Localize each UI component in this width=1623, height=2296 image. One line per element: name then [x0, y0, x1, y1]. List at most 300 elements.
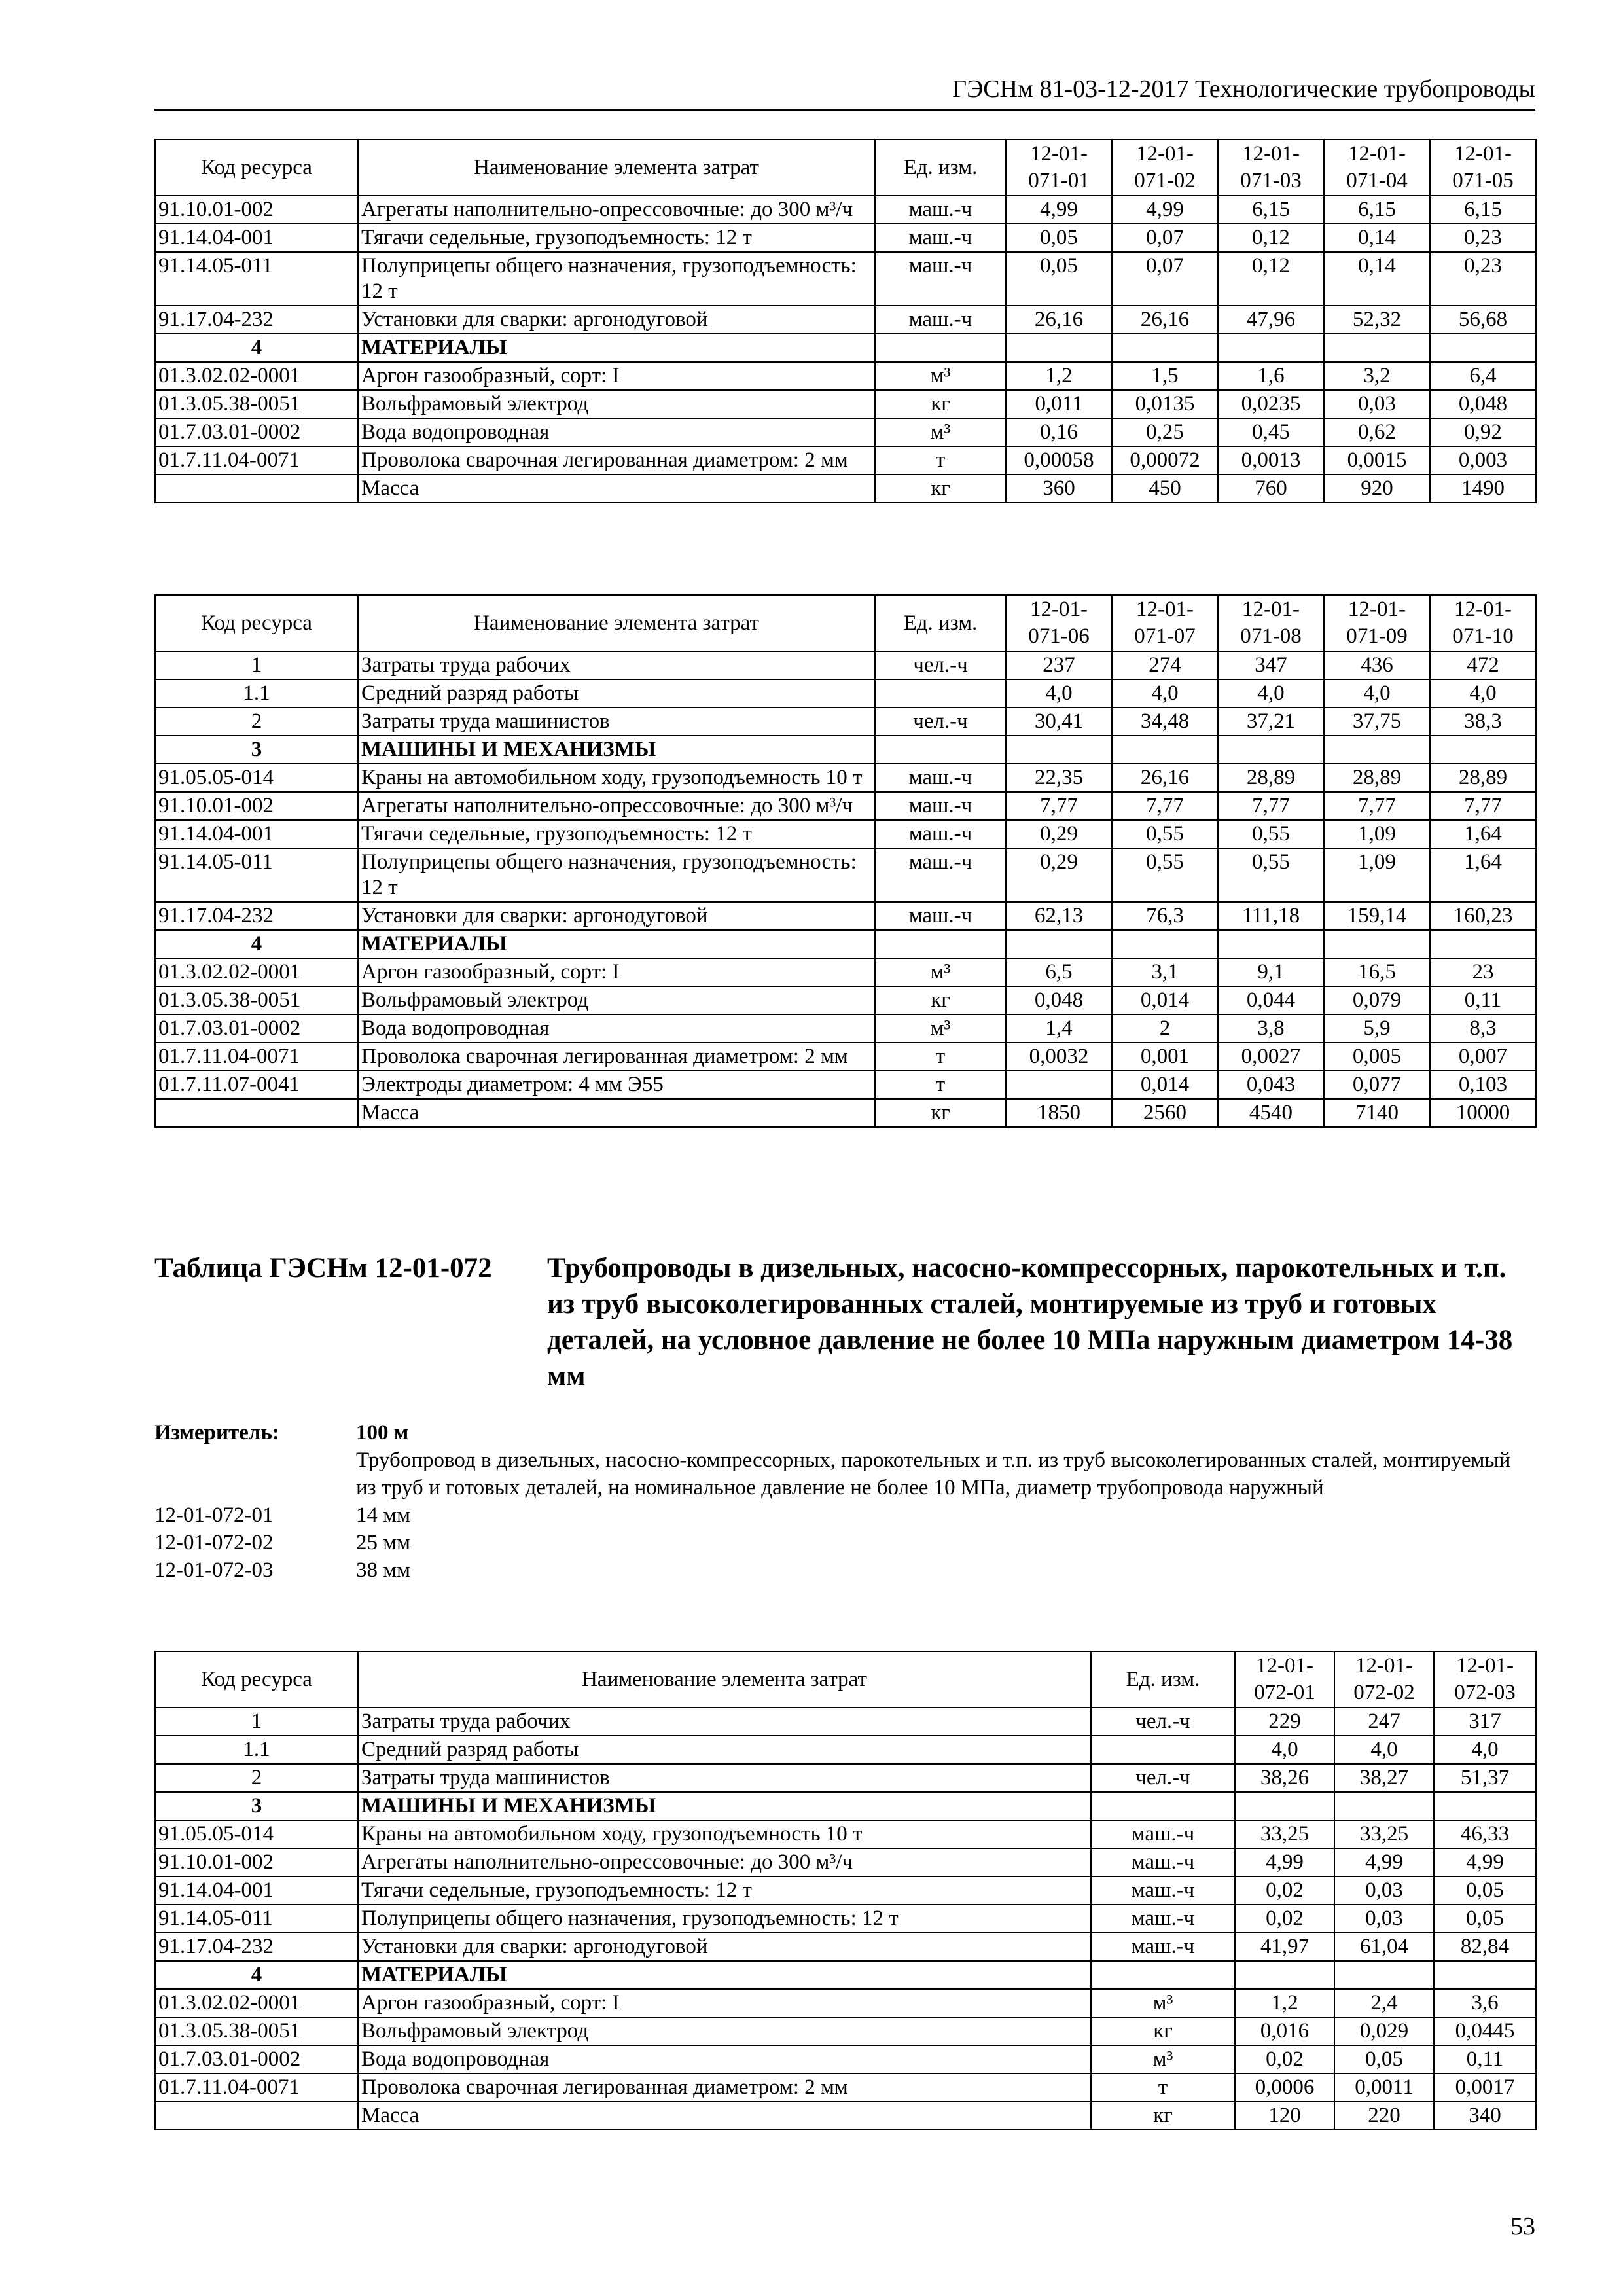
section-row: [155, 930, 1536, 958]
value-cell: [1006, 334, 1112, 362]
unit-cell: кг: [875, 475, 1006, 503]
value-cell: [1434, 1961, 1536, 1989]
value-cell: 28,89: [1218, 764, 1324, 792]
meter-item-value: 38 мм: [356, 1558, 411, 1582]
value-cell: [1235, 1792, 1334, 1820]
unit-cell: кг: [1091, 2102, 1235, 2130]
value-cell: 51,37: [1434, 1764, 1536, 1792]
value-cell: 52,32: [1324, 306, 1430, 334]
value-cell: 0,03: [1334, 1905, 1434, 1933]
value-cell: 0,07: [1112, 252, 1218, 306]
unit-cell: т: [1091, 2073, 1235, 2102]
value-cell: 23: [1430, 958, 1536, 986]
unit-cell: м³: [875, 1014, 1006, 1043]
value-cell: 0,00058: [1006, 446, 1112, 475]
resource-code: 91.14.05-011: [155, 848, 358, 902]
value-cell: [1112, 736, 1218, 764]
resource-code: 91.14.05-011: [155, 1905, 358, 1933]
unit-cell: маш.-ч: [875, 848, 1006, 902]
table-row: [155, 958, 1536, 986]
section-number: 3: [155, 1792, 358, 1820]
value-cell: 6,15: [1324, 196, 1430, 224]
value-cell: 0,23: [1430, 252, 1536, 306]
resource-code: 01.3.05.38-0051: [155, 986, 358, 1014]
value-cell: 38,3: [1430, 708, 1536, 736]
table-row: [155, 1764, 1536, 1792]
table-row: [155, 475, 1536, 503]
value-cell: 4,0: [1334, 1736, 1434, 1764]
value-cell: 26,16: [1112, 764, 1218, 792]
unit-cell: маш.-ч: [1091, 1820, 1235, 1848]
resource-name: Вода водопроводная: [358, 2045, 1091, 2073]
resource-name: Аргон газообразный, сорт: I: [358, 362, 875, 390]
resource-code: 01.3.02.02-0001: [155, 362, 358, 390]
value-cell: 33,25: [1334, 1820, 1434, 1848]
column-header-norm-code: 12-01- 071-03: [1218, 139, 1324, 196]
value-cell: 0,14: [1324, 252, 1430, 306]
unit-cell: чел.-ч: [875, 708, 1006, 736]
unit-cell: чел.-ч: [1091, 1764, 1235, 1792]
value-cell: 1,4: [1006, 1014, 1112, 1043]
value-cell: [1235, 1961, 1334, 1989]
value-cell: 340: [1434, 2102, 1536, 2130]
value-cell: 7,77: [1324, 792, 1430, 820]
value-cell: 0,12: [1218, 252, 1324, 306]
value-cell: 274: [1112, 651, 1218, 679]
table-row: [155, 1876, 1536, 1905]
resource-name: Краны на автомобильном ходу, грузоподъемность 10 т: [358, 1820, 1091, 1848]
unit-cell: маш.-ч: [1091, 1848, 1235, 1876]
resource-name: Полуприцепы общего назначения, грузоподъемность: 12 т: [358, 1905, 1091, 1933]
value-cell: 1,64: [1430, 848, 1536, 902]
value-cell: 0,011: [1006, 390, 1112, 418]
resource-name: Установки для сварки: аргонодуговой: [358, 1933, 1091, 1961]
resource-code: 01.3.02.02-0001: [155, 1989, 358, 2017]
value-cell: 0,048: [1006, 986, 1112, 1014]
resource-name: Полуприцепы общего назначения, грузоподъемность: 12 т: [358, 252, 875, 306]
table-row: [155, 446, 1536, 475]
unit-cell: [1091, 1961, 1235, 1989]
value-cell: [1006, 736, 1112, 764]
value-cell: 28,89: [1430, 764, 1536, 792]
column-header-norm-code: 12-01- 071-05: [1430, 139, 1536, 196]
table-row: [155, 708, 1536, 736]
resource-name: Аргон газообразный, сорт: I: [358, 1989, 1091, 2017]
value-cell: 0,16: [1006, 418, 1112, 446]
resource-code: 01.7.03.01-0002: [155, 418, 358, 446]
section-row: [155, 334, 1536, 362]
value-cell: 0,029: [1334, 2017, 1434, 2045]
unit-cell: маш.-ч: [1091, 1876, 1235, 1905]
unit-cell: [1091, 1792, 1235, 1820]
value-cell: 1490: [1430, 475, 1536, 503]
resource-name: Агрегаты наполнительно-опрессовочные: до 300 м³/ч: [358, 196, 875, 224]
column-header-norm-code: 12-01- 071-06: [1006, 595, 1112, 651]
unit-cell: маш.-ч: [875, 902, 1006, 930]
resource-code: 01.7.11.04-0071: [155, 446, 358, 475]
resource-name: Средний разряд работы: [358, 1736, 1091, 1764]
resource-code: 91.10.01-002: [155, 792, 358, 820]
resource-name: Вода водопроводная: [358, 1014, 875, 1043]
resource-name: Агрегаты наполнительно-опрессовочные: до 300 м³/ч: [358, 1848, 1091, 1876]
section-row: [155, 1961, 1536, 1989]
unit-cell: маш.-ч: [875, 792, 1006, 820]
value-cell: 7,77: [1112, 792, 1218, 820]
table-row: [155, 362, 1536, 390]
section-number: 3: [155, 736, 358, 764]
table-row: [155, 1820, 1536, 1848]
meter-block: [154, 1419, 1535, 1584]
unit-cell: маш.-ч: [875, 252, 1006, 306]
resource-code: 91.05.05-014: [155, 1820, 358, 1848]
value-cell: 4,99: [1334, 1848, 1434, 1876]
column-header-norm-code: 12-01- 071-01: [1006, 139, 1112, 196]
value-cell: 6,4: [1430, 362, 1536, 390]
value-cell: [1434, 1792, 1536, 1820]
value-cell: 0,016: [1235, 2017, 1334, 2045]
resource-code: 01.3.05.38-0051: [155, 390, 358, 418]
table-header-row: [155, 595, 1536, 651]
resource-code: 91.14.05-011: [155, 252, 358, 306]
value-cell: 4,99: [1235, 1848, 1334, 1876]
table-row: [155, 1933, 1536, 1961]
unit-cell: маш.-ч: [1091, 1905, 1235, 1933]
value-cell: 0,005: [1324, 1043, 1430, 1071]
value-cell: 0,02: [1235, 1905, 1334, 1933]
row-number: 1: [155, 1708, 358, 1736]
resource-name: Проволока сварочная легированная диаметром: 2 мм: [358, 2073, 1091, 2102]
value-cell: 0,0032: [1006, 1043, 1112, 1071]
value-cell: 0,92: [1430, 418, 1536, 446]
value-cell: 41,97: [1235, 1933, 1334, 1961]
value-cell: 436: [1324, 651, 1430, 679]
resource-code: 01.7.03.01-0002: [155, 2045, 358, 2073]
value-cell: 0,05: [1334, 2045, 1434, 2073]
meter-item-value: 14 мм: [356, 1503, 411, 1527]
table-row: [155, 1099, 1536, 1127]
table-row: [155, 820, 1536, 848]
table-row: [155, 902, 1536, 930]
column-header-norm-code: 12-01- 071-04: [1324, 139, 1430, 196]
resource-table-072: [154, 1651, 1537, 2130]
value-cell: [1324, 930, 1430, 958]
value-cell: 8,3: [1430, 1014, 1536, 1043]
table-row: [155, 2017, 1536, 2045]
resource-code: 91.10.01-002: [155, 1848, 358, 1876]
unit-cell: т: [875, 1043, 1006, 1071]
value-cell: 220: [1334, 2102, 1434, 2130]
value-cell: 4,0: [1235, 1736, 1334, 1764]
section-row: [155, 1792, 1536, 1820]
value-cell: [1218, 334, 1324, 362]
column-header-norm-code: 12-01- 072-01: [1235, 1651, 1334, 1708]
value-cell: 0,0015: [1324, 446, 1430, 475]
meter-item-code: 12-01-072-02: [154, 1531, 274, 1554]
value-cell: 6,5: [1006, 958, 1112, 986]
value-cell: 111,18: [1218, 902, 1324, 930]
table-row: [155, 1848, 1536, 1876]
value-cell: 0,05: [1434, 1905, 1536, 1933]
value-cell: 0,05: [1434, 1876, 1536, 1905]
value-cell: 37,21: [1218, 708, 1324, 736]
column-header-unit: Ед. изм.: [1091, 1651, 1235, 1708]
value-cell: 28,89: [1324, 764, 1430, 792]
value-cell: 10000: [1430, 1099, 1536, 1127]
table-row: [155, 390, 1536, 418]
value-cell: 22,35: [1006, 764, 1112, 792]
value-cell: 0,03: [1324, 390, 1430, 418]
value-cell: 0,29: [1006, 848, 1112, 902]
value-cell: 0,077: [1324, 1071, 1430, 1099]
value-cell: 0,05: [1006, 224, 1112, 252]
unit-cell: т: [875, 1071, 1006, 1099]
resource-name: Установки для сварки: аргонодуговой: [358, 306, 875, 334]
value-cell: [1006, 930, 1112, 958]
value-cell: 0,044: [1218, 986, 1324, 1014]
table-header-row: [155, 139, 1536, 196]
table-heading-title: Трубопроводы в дизельных, насосно-компрессорных, парокотельных и т.п. из труб высоколегированных сталей, монтируемые из труб и готовых деталей, на условное давление не более 10 МПа наружным диаметром 14-38 мм: [547, 1253, 1513, 1391]
value-cell: 0,03: [1334, 1876, 1434, 1905]
value-cell: 0,02: [1235, 1876, 1334, 1905]
section-number: 4: [155, 334, 358, 362]
value-cell: [1006, 1071, 1112, 1099]
column-header-name: Наименование элемента затрат: [358, 595, 875, 651]
value-cell: [1324, 334, 1430, 362]
resource-name: Агрегаты наполнительно-опрессовочные: до 300 м³/ч: [358, 792, 875, 820]
table-row: [155, 1043, 1536, 1071]
value-cell: 229: [1235, 1708, 1334, 1736]
value-cell: 33,25: [1235, 1820, 1334, 1848]
meter-description: Трубопровод в дизельных, насосно-компрессорных, парокотельных и т.п. из труб высоколегированных сталей, монтируемый из труб и готовых деталей, на номинальное давление не более 10 МПа, диаметр трубопровода наружный: [356, 1448, 1511, 1499]
value-cell: 0,0135: [1112, 390, 1218, 418]
value-cell: 6,15: [1218, 196, 1324, 224]
value-cell: 0,0445: [1434, 2017, 1536, 2045]
value-cell: 4,0: [1006, 679, 1112, 708]
resource-code: [155, 2102, 358, 2130]
page-number: 53: [1510, 2213, 1535, 2240]
table-row: [155, 196, 1536, 224]
value-cell: 1,09: [1324, 848, 1430, 902]
value-cell: 4,99: [1112, 196, 1218, 224]
row-number: 1.1: [155, 679, 358, 708]
value-cell: 4540: [1218, 1099, 1324, 1127]
resource-name: Тягачи седельные, грузоподъемность: 12 т: [358, 1876, 1091, 1905]
value-cell: 0,0235: [1218, 390, 1324, 418]
resource-name: Проволока сварочная легированная диаметром: 2 мм: [358, 446, 875, 475]
header-rule: [154, 109, 1535, 111]
meter-item-code: 12-01-072-01: [154, 1503, 274, 1527]
section-number: 4: [155, 1961, 358, 1989]
value-cell: [1218, 736, 1324, 764]
value-cell: 30,41: [1006, 708, 1112, 736]
value-cell: 247: [1334, 1708, 1434, 1736]
unit-cell: м³: [875, 418, 1006, 446]
value-cell: 3,1: [1112, 958, 1218, 986]
resource-table-071-01-05: [154, 139, 1537, 503]
value-cell: 1850: [1006, 1099, 1112, 1127]
value-cell: 0,00072: [1112, 446, 1218, 475]
value-cell: 1,09: [1324, 820, 1430, 848]
value-cell: 0,043: [1218, 1071, 1324, 1099]
table-row: [155, 651, 1536, 679]
value-cell: 4,99: [1434, 1848, 1536, 1876]
column-header-code: Код ресурса: [155, 595, 358, 651]
value-cell: [1218, 930, 1324, 958]
value-cell: 0,014: [1112, 986, 1218, 1014]
unit-cell: [1091, 1736, 1235, 1764]
column-header-norm-code: 12-01- 071-09: [1324, 595, 1430, 651]
value-cell: 47,96: [1218, 306, 1324, 334]
value-cell: 0,0011: [1334, 2073, 1434, 2102]
value-cell: 450: [1112, 475, 1218, 503]
value-cell: 360: [1006, 475, 1112, 503]
unit-cell: кг: [1091, 2017, 1235, 2045]
value-cell: 0,55: [1218, 848, 1324, 902]
value-cell: 0,0013: [1218, 446, 1324, 475]
value-cell: 0,62: [1324, 418, 1430, 446]
column-header-unit: Ед. изм.: [875, 139, 1006, 196]
value-cell: 16,5: [1324, 958, 1430, 986]
value-cell: 7,77: [1006, 792, 1112, 820]
table-row: [155, 1708, 1536, 1736]
table-row: [155, 764, 1536, 792]
value-cell: 26,16: [1112, 306, 1218, 334]
section-title: МАТЕРИАЛЫ: [358, 930, 875, 958]
resource-name: Вольфрамовый электрод: [358, 2017, 1091, 2045]
row-number: 2: [155, 1764, 358, 1792]
value-cell: 82,84: [1434, 1933, 1536, 1961]
resource-name: Краны на автомобильном ходу, грузоподъемность 10 т: [358, 764, 875, 792]
unit-cell: чел.-ч: [875, 651, 1006, 679]
resource-name: Установки для сварки: аргонодуговой: [358, 902, 875, 930]
value-cell: 160,23: [1430, 902, 1536, 930]
value-cell: 0,29: [1006, 820, 1112, 848]
resource-code: 91.14.04-001: [155, 820, 358, 848]
value-cell: 0,02: [1235, 2045, 1334, 2073]
value-cell: 38,27: [1334, 1764, 1434, 1792]
unit-cell: [875, 736, 1006, 764]
meter-item-value: 25 мм: [356, 1531, 411, 1554]
column-header-code: Код ресурса: [155, 139, 358, 196]
resource-name: Аргон газообразный, сорт: I: [358, 958, 875, 986]
section-title: МАШИНЫ И МЕХАНИЗМЫ: [358, 736, 875, 764]
value-cell: 46,33: [1434, 1820, 1536, 1848]
row-number: 1: [155, 651, 358, 679]
table-row: [155, 252, 1536, 306]
value-cell: 3,8: [1218, 1014, 1324, 1043]
unit-cell: м³: [1091, 2045, 1235, 2073]
unit-cell: [875, 930, 1006, 958]
value-cell: 0,0006: [1235, 2073, 1334, 2102]
column-header-unit: Ед. изм.: [875, 595, 1006, 651]
value-cell: 5,9: [1324, 1014, 1430, 1043]
resource-name: Вольфрамовый электрод: [358, 986, 875, 1014]
meter-value: 100 м: [356, 1421, 409, 1444]
value-cell: 4,0: [1218, 679, 1324, 708]
value-cell: 62,13: [1006, 902, 1112, 930]
resource-name: Тягачи седельные, грузоподъемность: 12 т: [358, 820, 875, 848]
resource-name: Вольфрамовый электрод: [358, 390, 875, 418]
value-cell: 4,0: [1430, 679, 1536, 708]
value-cell: 0,11: [1430, 986, 1536, 1014]
value-cell: 56,68: [1430, 306, 1536, 334]
unit-cell: м³: [1091, 1989, 1235, 2017]
table-header-row: [155, 1651, 1536, 1708]
value-cell: 3,6: [1434, 1989, 1536, 2017]
value-cell: 920: [1324, 475, 1430, 503]
resource-code: 91.17.04-232: [155, 902, 358, 930]
value-cell: 0,45: [1218, 418, 1324, 446]
value-cell: 0,55: [1112, 820, 1218, 848]
value-cell: 237: [1006, 651, 1112, 679]
value-cell: 317: [1434, 1708, 1536, 1736]
value-cell: 2560: [1112, 1099, 1218, 1127]
table-row: [155, 2073, 1536, 2102]
value-cell: 0,007: [1430, 1043, 1536, 1071]
value-cell: 4,0: [1112, 679, 1218, 708]
value-cell: 0,048: [1430, 390, 1536, 418]
column-header-name: Наименование элемента затрат: [358, 1651, 1091, 1708]
resource-name: Затраты труда машинистов: [358, 708, 875, 736]
value-cell: 37,75: [1324, 708, 1430, 736]
resource-code: 91.10.01-002: [155, 196, 358, 224]
value-cell: 4,99: [1006, 196, 1112, 224]
resource-code: 91.05.05-014: [155, 764, 358, 792]
value-cell: 0,14: [1324, 224, 1430, 252]
unit-cell: м³: [875, 958, 1006, 986]
resource-code: 01.7.11.07-0041: [155, 1071, 358, 1099]
column-header-norm-code: 12-01- 071-08: [1218, 595, 1324, 651]
unit-cell: кг: [875, 1099, 1006, 1127]
resource-code: 01.3.05.38-0051: [155, 2017, 358, 2045]
value-cell: [1324, 736, 1430, 764]
value-cell: 34,48: [1112, 708, 1218, 736]
resource-code: 01.7.11.04-0071: [155, 1043, 358, 1071]
value-cell: 0,079: [1324, 986, 1430, 1014]
value-cell: 0,014: [1112, 1071, 1218, 1099]
unit-cell: маш.-ч: [1091, 1933, 1235, 1961]
value-cell: 120: [1235, 2102, 1334, 2130]
column-header-name: Наименование элемента затрат: [358, 139, 875, 196]
value-cell: 1,2: [1006, 362, 1112, 390]
value-cell: [1430, 736, 1536, 764]
resource-code: 91.17.04-232: [155, 306, 358, 334]
column-header-norm-code: 12-01- 071-07: [1112, 595, 1218, 651]
value-cell: [1112, 334, 1218, 362]
table-row: [155, 2045, 1536, 2073]
value-cell: 0,55: [1112, 848, 1218, 902]
value-cell: [1112, 930, 1218, 958]
resource-code: 01.3.02.02-0001: [155, 958, 358, 986]
value-cell: 0,11: [1434, 2045, 1536, 2073]
resource-table-071-06-10: [154, 594, 1537, 1128]
table-row: [155, 986, 1536, 1014]
resource-name: Вода водопроводная: [358, 418, 875, 446]
unit-cell: [875, 679, 1006, 708]
value-cell: 38,26: [1235, 1764, 1334, 1792]
section-number: 4: [155, 930, 358, 958]
unit-cell: маш.-ч: [875, 820, 1006, 848]
value-cell: [1430, 930, 1536, 958]
value-cell: 0,25: [1112, 418, 1218, 446]
value-cell: 61,04: [1334, 1933, 1434, 1961]
unit-cell: т: [875, 446, 1006, 475]
value-cell: 1,64: [1430, 820, 1536, 848]
resource-name: Масса: [358, 475, 875, 503]
table-row: [155, 2102, 1536, 2130]
unit-cell: кг: [875, 390, 1006, 418]
resource-name: Тягачи седельные, грузоподъемность: 12 т: [358, 224, 875, 252]
